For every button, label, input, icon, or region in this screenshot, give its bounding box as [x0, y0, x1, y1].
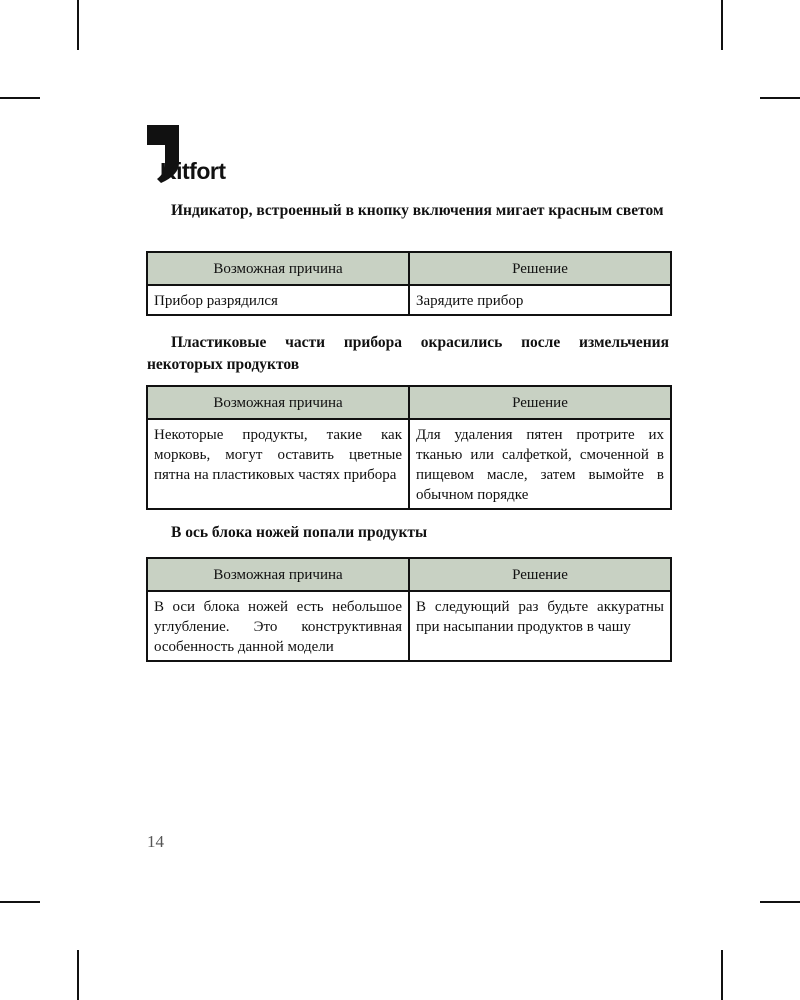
col-header-cause: Возможная причина — [147, 386, 409, 419]
section-heading: Пластиковые части прибора окрасились после измельчения некоторых продуктов — [147, 334, 669, 373]
col-header-solution: Решение — [409, 558, 671, 591]
table-row — [147, 419, 671, 509]
col-header-cause: Возможная причина — [147, 252, 409, 285]
solution-cell: В следующий раз будьте аккуратны при насыпании продуктов в чашу — [409, 591, 671, 661]
col-header-solution: Решение — [409, 252, 671, 285]
troubleshooting-table — [146, 251, 672, 316]
col-header-solution: Решение — [409, 386, 671, 419]
section-heading: Индикатор, встроенный в кнопку включения мигает красным светом — [171, 202, 664, 219]
crop-mark — [760, 901, 800, 903]
crop-mark — [0, 97, 40, 99]
crop-mark — [77, 950, 79, 1000]
page-number: 14 — [147, 832, 164, 851]
table-row — [147, 591, 671, 661]
troubleshooting-table — [146, 385, 672, 510]
cause-cell: Некоторые продукты, такие как морковь, могут оставить цветные пятна на пластиковых частях прибора — [147, 419, 409, 509]
brand-logo-text: Kitfort — [160, 158, 226, 184]
crop-mark — [721, 950, 723, 1000]
col-header-cause: Возможная причина — [147, 558, 409, 591]
cause-cell: Прибор разрядился — [147, 285, 409, 315]
crop-mark — [0, 901, 40, 903]
troubleshooting-table — [146, 557, 672, 662]
table-header-row — [147, 558, 671, 591]
crop-mark — [77, 0, 79, 50]
solution-cell: Зарядите прибор — [409, 285, 671, 315]
table-row — [147, 285, 671, 315]
solution-cell: Для удаления пятен протрите их тканью или салфеткой, смоченной в пищевом масле, затем вымойте в обычном порядке — [409, 419, 671, 509]
cause-cell: В оси блока ножей есть небольшое углубление. Это конструктивная особенность данной модели — [147, 591, 409, 661]
crop-mark — [760, 97, 800, 99]
table-header-row — [147, 252, 671, 285]
section-heading: В ось блока ножей попали продукты — [171, 524, 428, 541]
table-header-row — [147, 386, 671, 419]
crop-mark — [721, 0, 723, 50]
